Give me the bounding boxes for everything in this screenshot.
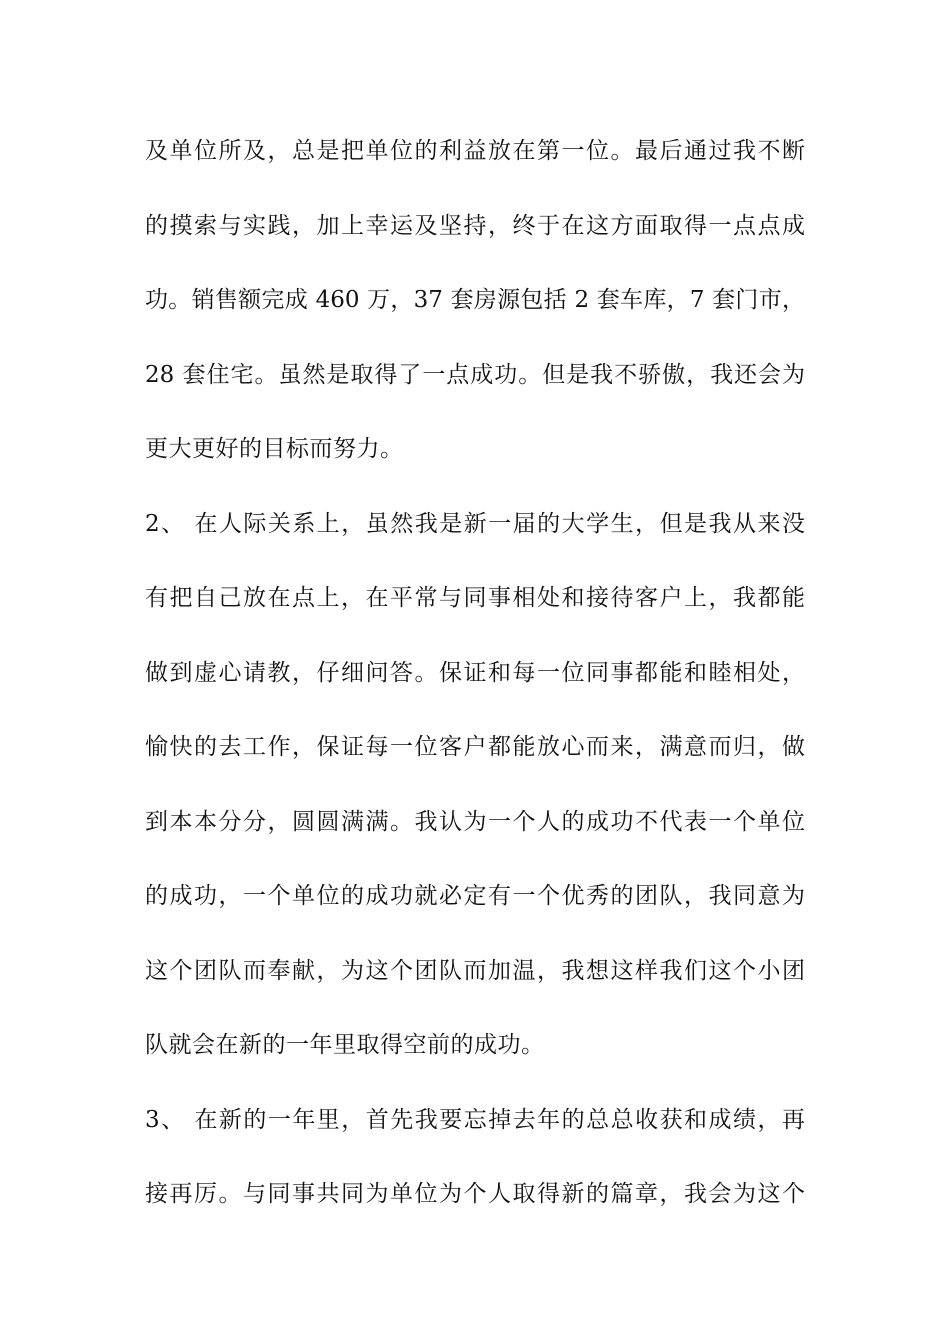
text-line: 这个团队而奉献，为这个团队而加温，我想这样我们这个小团 xyxy=(145,957,805,984)
text-line: 功。销售额完成 460 万，37 套房源包括 2 套车库，7 套门市， xyxy=(145,287,805,313)
text-line: 愉快的去工作，保证每一位客户都能放心而来，满意而归，做 xyxy=(145,734,805,760)
text-line: 更大更好的目标而努力。 xyxy=(145,436,404,462)
text-line: 队就会在新的一年里取得空前的成功。 xyxy=(145,1032,545,1058)
text-line: 3、 在新的一年里，首先我要忘掉去年的总总收获和成绩，再 xyxy=(145,1106,805,1133)
text-line: 的摸索与实践，加上幸运及坚持，终于在这方面取得一点点成 xyxy=(145,212,805,239)
text-line: 及单位所及，总是把单位的利益放在第一位。最后通过我不断 xyxy=(145,138,805,164)
text-line: 接再厉。与同事共同为单位为个人取得新的篇章，我会为这个 xyxy=(145,1181,805,1207)
text-line: 做到虚心请教，仔细问答。保证和每一位同事都能和睦相处， xyxy=(145,659,805,686)
text-line: 到本本分分，圆圆满满。我认为一个人的成功不代表一个单位 xyxy=(145,808,805,835)
text-line: 有把自己放在点上，在平常与同事相处和接待客户上，我都能 xyxy=(145,585,805,611)
text-line: 的成功，一个单位的成功就必定有一个优秀的团队，我同意为 xyxy=(145,883,805,909)
text-line: 2、 在人际关系上，虽然我是新一届的大学生，但是我从来没 xyxy=(145,510,805,537)
text-line: 28 套住宅。虽然是取得了一点成功。但是我不骄傲，我还会为 xyxy=(145,361,805,388)
document-body xyxy=(145,126,805,1244)
